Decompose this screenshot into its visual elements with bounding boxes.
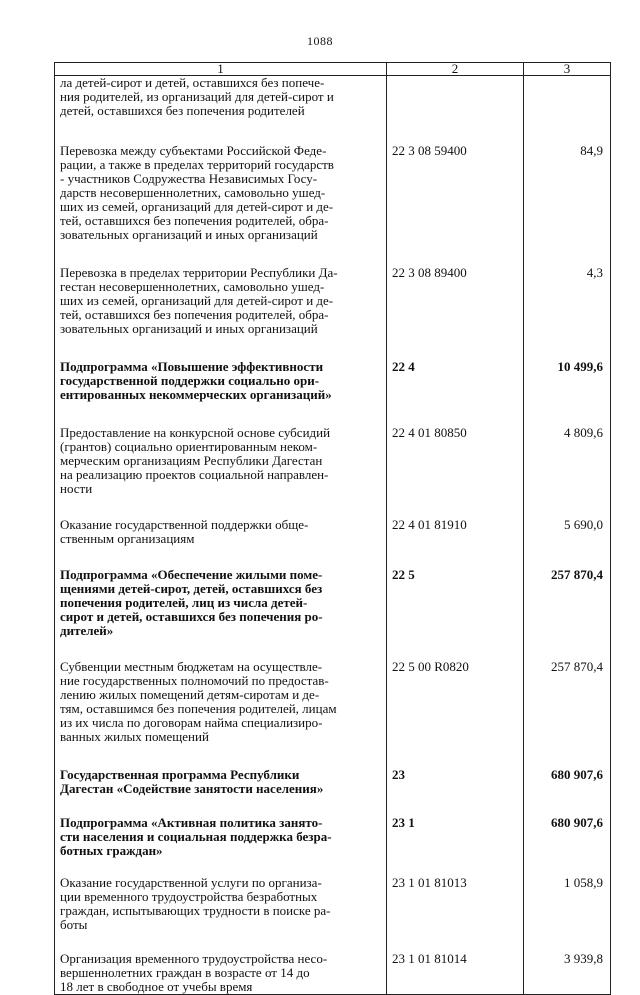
row-description-line: граждан, испытывающих трудности в поиске ра- xyxy=(60,903,331,918)
row-description-line: государственной поддержки социально ори- xyxy=(60,373,320,388)
row-code xyxy=(387,144,524,266)
row-description-line: Организация временного трудоустройства несо- xyxy=(60,951,328,966)
row-description-line: тей, оставшихся без попечения родителей, обра- xyxy=(60,213,329,228)
row-amount-line: 257 870,4 xyxy=(551,567,603,582)
row-description xyxy=(55,952,387,995)
row-amount xyxy=(524,768,611,816)
row-description-line: детей, оставшихся без попечения родителей xyxy=(60,103,305,118)
table-header xyxy=(55,63,611,76)
row-description-line: зовательных организаций и иных организаций xyxy=(60,321,318,336)
row-description xyxy=(55,266,387,360)
row-amount xyxy=(524,568,611,660)
row-code-line: 22 3 08 89400 xyxy=(392,265,467,280)
header-col-2: 2 xyxy=(387,63,524,76)
row-code xyxy=(387,426,524,518)
row-description-line: (грантов) социально ориентированным неком- xyxy=(60,439,318,454)
table-row xyxy=(55,952,611,995)
row-description-line: лению жилых помещений детям-сиротам и де- xyxy=(60,687,320,702)
row-amount-line: 84,9 xyxy=(580,143,603,158)
row-description-line: ванных жилых помещений xyxy=(60,729,209,744)
row-description-line: ния родителей, из организаций для детей-сирот и xyxy=(60,89,334,104)
row-description xyxy=(55,660,387,768)
table-row xyxy=(55,660,611,768)
table-row xyxy=(55,426,611,518)
row-description-line: Субвенции местным бюджетам на осуществле- xyxy=(60,659,323,674)
row-amount-line: 4,3 xyxy=(586,265,603,280)
table-row xyxy=(55,360,611,426)
row-description-line: тям, оставшимся без попечения родителей, лицам xyxy=(60,701,337,716)
row-description-line: Предоставление на конкурсной основе субсидий xyxy=(60,425,331,440)
row-amount-line: 680 907,6 xyxy=(551,767,603,782)
row-code xyxy=(387,768,524,816)
row-description-line: вершеннолетних граждан в возрасте от 14 до xyxy=(60,965,310,980)
header-row xyxy=(55,63,611,76)
row-description-line: Дагестан «Содействие занятости населения» xyxy=(60,781,324,796)
row-amount-line: 4 809,6 xyxy=(564,425,603,440)
row-description-line: Подпрограмма «Обеспечение жилыми поме- xyxy=(60,567,323,582)
table-row xyxy=(55,876,611,952)
table-row xyxy=(55,144,611,266)
row-description-line: 18 лет в свободное от учебы время xyxy=(60,979,253,994)
row-amount-line: 5 690,0 xyxy=(564,517,603,532)
header-col-1: 1 xyxy=(55,63,387,76)
row-description-line: сти населения и социальная поддержка безра- xyxy=(60,829,332,844)
row-description-line: гестан несовершеннолетних, самовольно ушед- xyxy=(60,279,325,294)
row-description-line: ние государственных полномочий по предостав- xyxy=(60,673,329,688)
row-code-line: 22 3 08 59400 xyxy=(392,143,467,158)
row-code-line: 22 5 xyxy=(392,567,415,582)
row-code xyxy=(387,876,524,952)
row-description xyxy=(55,518,387,568)
budget-table xyxy=(54,62,611,995)
row-description-line: боты xyxy=(60,917,88,932)
row-code xyxy=(387,518,524,568)
table-row xyxy=(55,76,611,145)
header-col-3: 3 xyxy=(524,63,611,76)
row-code-line: 22 4 01 81910 xyxy=(392,517,467,532)
row-amount-line: 257 870,4 xyxy=(551,659,603,674)
row-code-line: 22 4 xyxy=(392,359,415,374)
row-amount xyxy=(524,876,611,952)
row-amount-line: 3 939,8 xyxy=(564,951,603,966)
row-code xyxy=(387,266,524,360)
table-row xyxy=(55,768,611,816)
row-description xyxy=(55,360,387,426)
row-code-line: 23 1 xyxy=(392,815,415,830)
row-description-line: ственным организациям xyxy=(60,531,195,546)
row-amount xyxy=(524,816,611,876)
row-amount xyxy=(524,76,611,145)
row-code-line: 22 4 01 80850 xyxy=(392,425,467,440)
row-description-line: ла детей-сирот и детей, оставшихся без попече- xyxy=(60,75,325,90)
row-amount-line: 10 499,6 xyxy=(557,359,603,374)
table-row xyxy=(55,816,611,876)
row-code xyxy=(387,660,524,768)
row-code xyxy=(387,816,524,876)
row-description-line: дителей» xyxy=(60,623,114,638)
row-code-line: 22 5 00 R0820 xyxy=(392,659,469,674)
row-description-line: мерческим организациям Республики Дагестан xyxy=(60,453,323,468)
table-row xyxy=(55,518,611,568)
row-description-line: Подпрограмма «Повышение эффективности xyxy=(60,359,324,374)
row-description-line: зовательных организаций и иных организаций xyxy=(60,227,318,242)
row-description-line: из их числа по договорам найма специализиро- xyxy=(60,715,323,730)
row-description-line: - участников Содружества Независимых Госу- xyxy=(60,171,318,186)
row-description xyxy=(55,426,387,518)
row-description-line: щениями детей-сирот, детей, оставшихся без xyxy=(60,581,323,596)
row-description-line: Оказание государственной услуги по организа- xyxy=(60,875,322,890)
row-description-line: Подпрограмма «Активная политика занято- xyxy=(60,815,323,830)
row-code xyxy=(387,568,524,660)
row-description-line: Перевозка в пределах территории Республики Да- xyxy=(60,265,338,280)
row-code xyxy=(387,952,524,995)
table-body xyxy=(55,76,611,995)
row-description-line: дарств несовершеннолетних, самовольно ушед- xyxy=(60,185,326,200)
row-code xyxy=(387,76,524,145)
row-amount-line: 680 907,6 xyxy=(551,815,603,830)
table-row xyxy=(55,568,611,660)
row-description-line: Перевозка между субъектами Российской Феде- xyxy=(60,143,327,158)
row-description-line: ботных граждан» xyxy=(60,843,163,858)
row-amount xyxy=(524,518,611,568)
page-number: 1088 xyxy=(307,34,333,48)
row-description-line: ших из семей, организаций для детей-сирот и де- xyxy=(60,199,334,214)
row-description-line: сирот и детей, оставшихся без попечения ро- xyxy=(60,609,323,624)
row-description xyxy=(55,568,387,660)
row-code-line: 23 1 01 81014 xyxy=(392,951,467,966)
row-description-line: ности xyxy=(60,481,93,496)
row-description-line: Оказание государственной поддержки обще- xyxy=(60,517,309,532)
row-amount xyxy=(524,144,611,266)
row-amount xyxy=(524,952,611,995)
row-description-line: Государственная программа Республики xyxy=(60,767,300,782)
row-description xyxy=(55,76,387,145)
row-description-line: ших из семей, организаций для детей-сирот и де- xyxy=(60,293,334,308)
row-description xyxy=(55,768,387,816)
row-description xyxy=(55,816,387,876)
row-code-line: 23 xyxy=(392,767,405,782)
row-description-line: попечения родителей, лиц из числа детей- xyxy=(60,595,308,610)
table-row xyxy=(55,266,611,360)
row-code-line: 23 1 01 81013 xyxy=(392,875,467,890)
row-description-line: тей, оставшихся без попечения родителей, обра- xyxy=(60,307,329,322)
row-description xyxy=(55,876,387,952)
row-amount xyxy=(524,360,611,426)
row-description-line: ентированных некоммерческих организаций» xyxy=(60,387,332,402)
row-description xyxy=(55,144,387,266)
row-amount xyxy=(524,426,611,518)
row-amount-line: 1 058,9 xyxy=(564,875,603,890)
row-description-line: рации, а также в пределах территорий государств xyxy=(60,157,334,172)
row-description-line: ции временного трудоустройства безработных xyxy=(60,889,318,904)
row-code xyxy=(387,360,524,426)
row-description-line: на реализацию проектов социальной направлен- xyxy=(60,467,329,482)
row-amount xyxy=(524,660,611,768)
row-amount xyxy=(524,266,611,360)
